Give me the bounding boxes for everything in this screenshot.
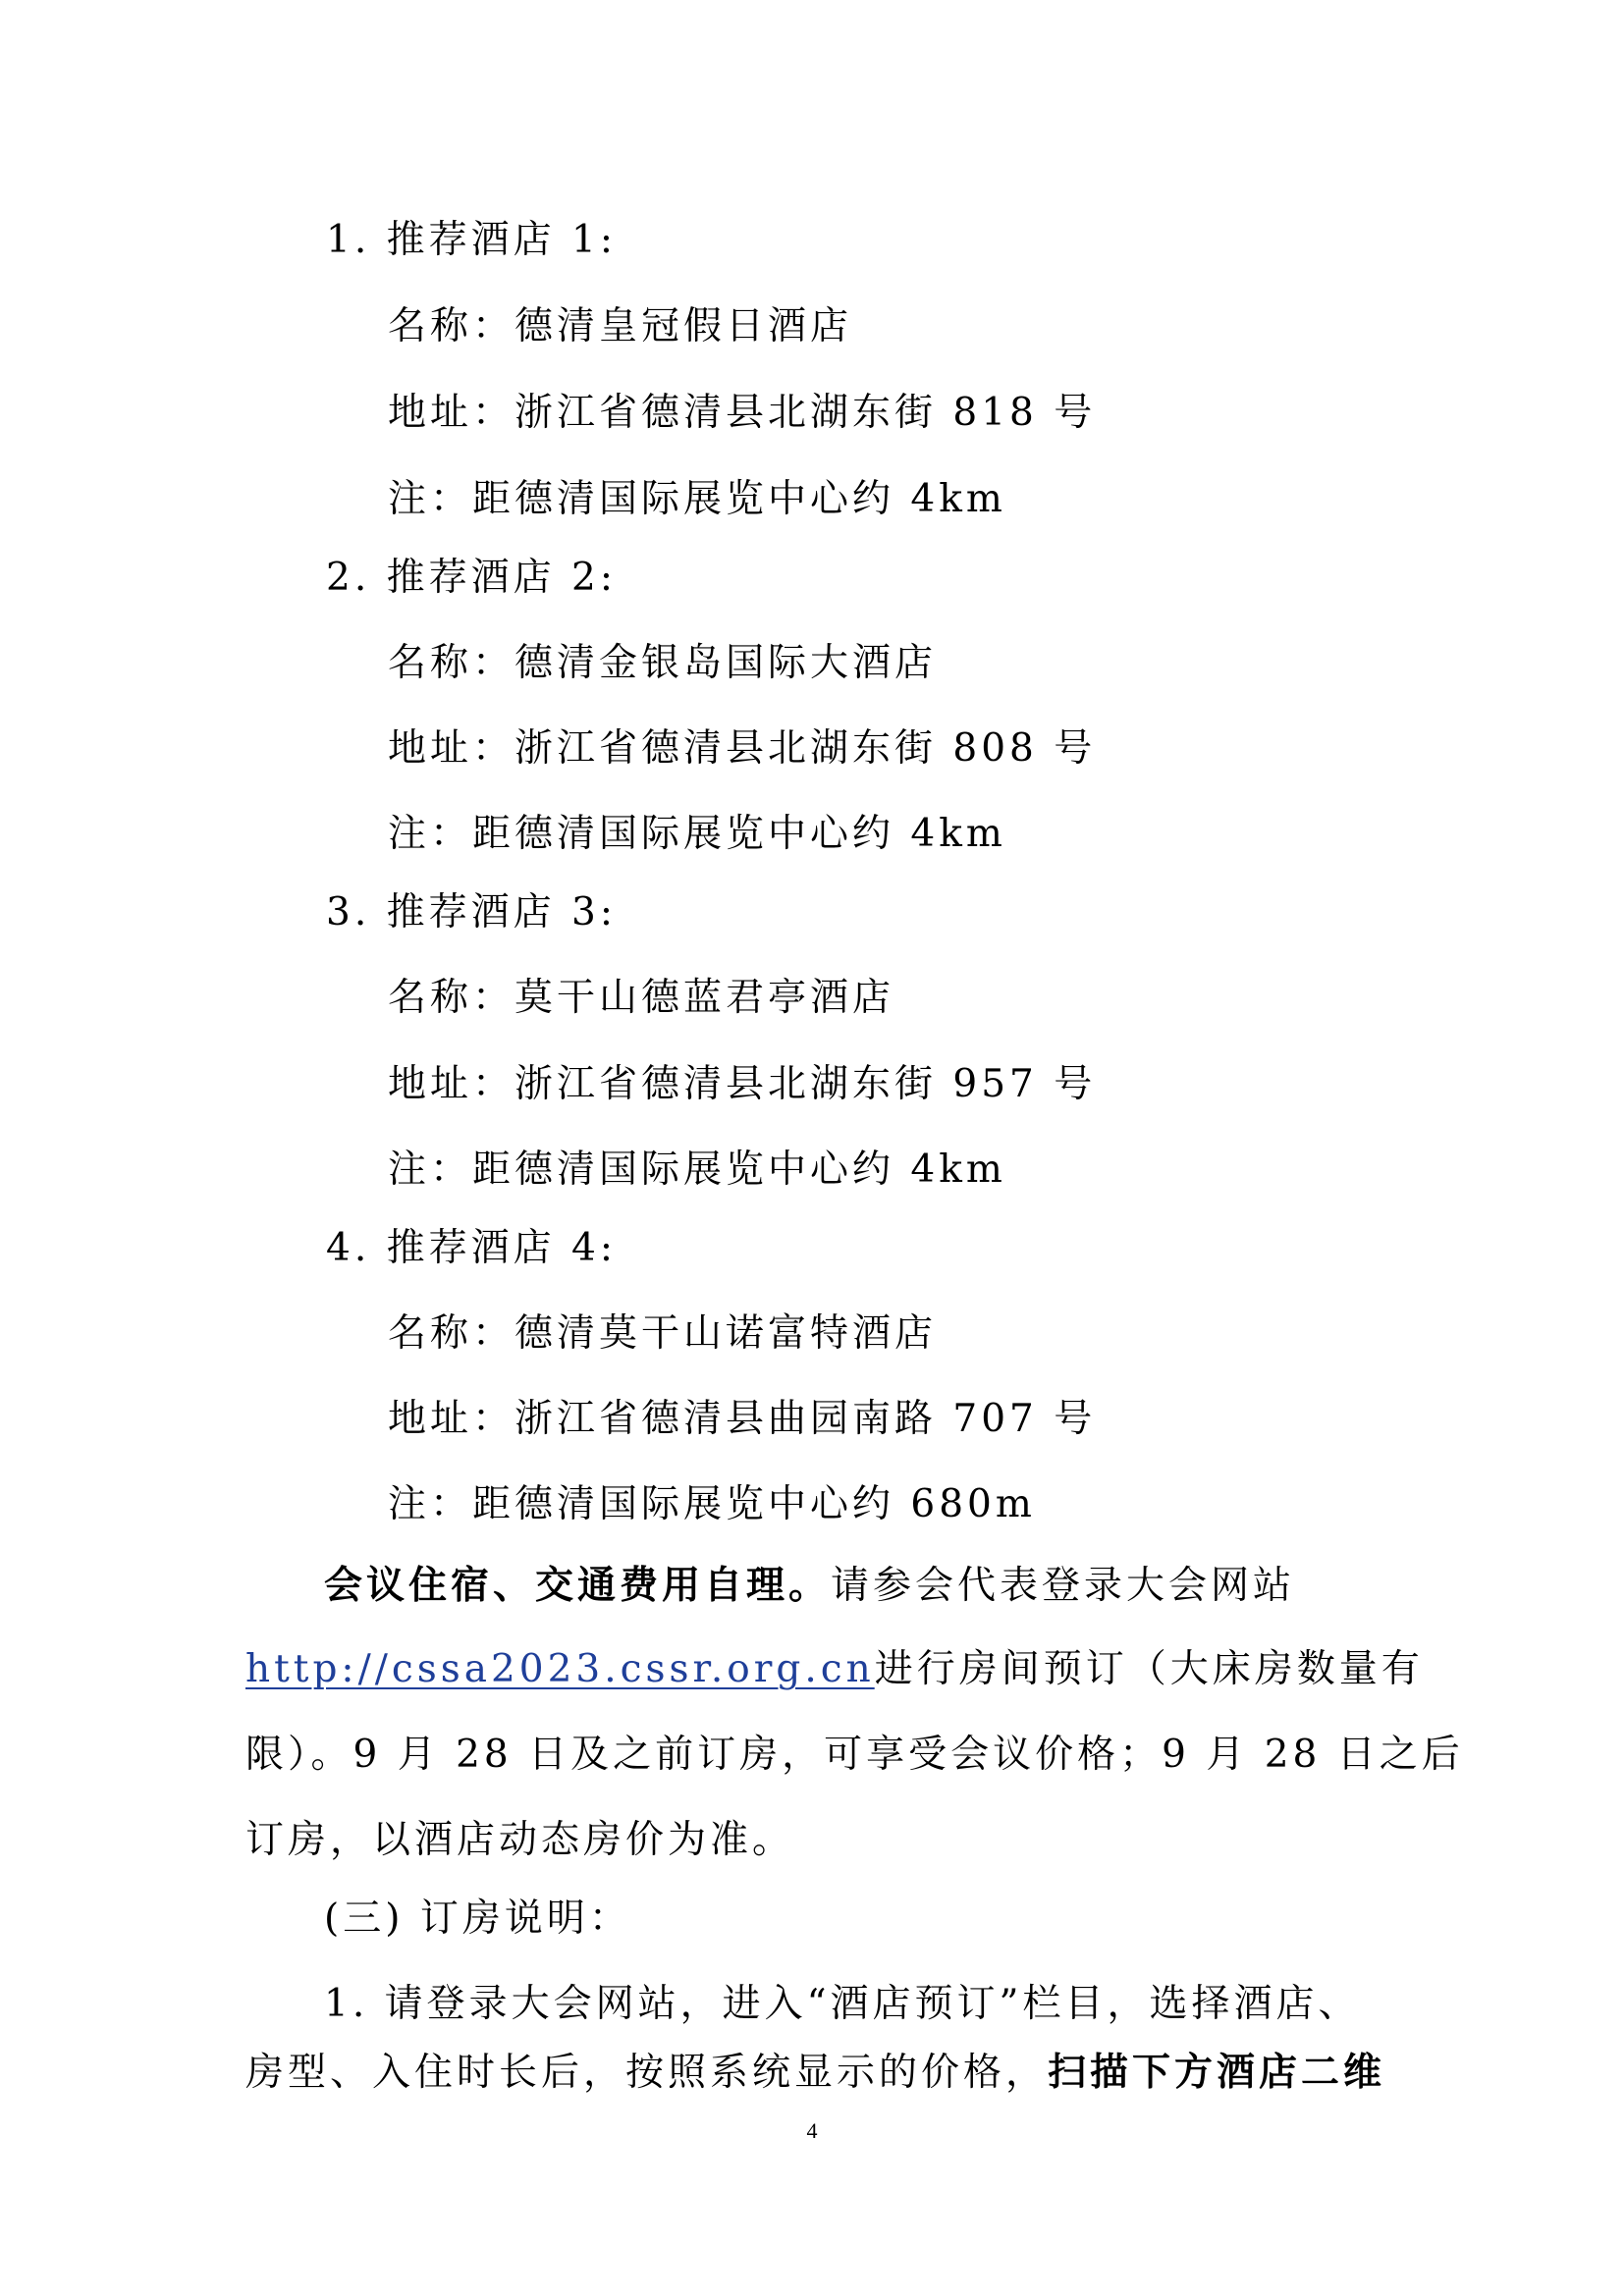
accommodation-line-1 [324, 1561, 1295, 1611]
hotel-3-note: 注：距德清国际展览中心约 4km [388, 1148, 1006, 1192]
hotel-2-address: 地址：浙江省德清县北湖东街 808 号 [388, 726, 1097, 771]
hotel-4-name: 名称：德清莫干山诺富特酒店 [388, 1311, 938, 1356]
hotel-2-name: 名称：德清金银岛国际大酒店 [388, 641, 938, 685]
hotel-3-heading: 3. 推荐酒店 3: [326, 890, 617, 934]
hotel-4-note: 注：距德清国际展览中心约 680m [388, 1482, 1036, 1526]
conference-website-link[interactable]: http://cssa2023.cssr.org.cn [245, 1647, 875, 1691]
accommodation-bold-lead: 会议住宿、交通费用自理。 [324, 1563, 832, 1608]
hotel-3-name: 名称：莫干山德蓝君亭酒店 [388, 976, 895, 1020]
page-number: 4 [806, 2118, 818, 2143]
hotel-2-heading: 2. 推荐酒店 2: [326, 556, 617, 600]
booking-step-1-line-2 [245, 2048, 1385, 2098]
hotel-1-note: 注：距德清国际展览中心约 4km [388, 477, 1006, 521]
booking-step-1-line-2-bold: 扫描下方酒店二维 [1048, 2050, 1386, 2095]
accommodation-line-2 [245, 1645, 1424, 1694]
accommodation-line-2-rest: 进行房间预订（大床房数量有 [874, 1647, 1424, 1691]
accommodation-line-3: 限）。9 月 28 日及之前订房，可享受会议价格；9 月 28 日之后 [245, 1733, 1464, 1777]
accommodation-line-4: 订房，以酒店动态房价为准。 [245, 1818, 795, 1862]
accommodation-line-1-rest: 请参会代表登录大会网站 [831, 1564, 1296, 1608]
booking-step-1-line-2-normal: 房型、入住时长后，按照系统显示的价格， [245, 2051, 1049, 2095]
hotel-4-address: 地址：浙江省德清县曲园南路 707 号 [388, 1397, 1097, 1441]
hotel-1-address: 地址：浙江省德清县北湖东街 818 号 [388, 391, 1097, 435]
hotel-1-name: 名称：德清皇冠假日酒店 [388, 304, 853, 348]
booking-step-1-line-1: 1. 请登录大会网站，进入“酒店预订”栏目，选择酒店、 [324, 1982, 1361, 2026]
hotel-1-heading: 1. 推荐酒店 1: [326, 218, 617, 262]
hotel-3-address: 地址：浙江省德清县北湖东街 957 号 [388, 1062, 1097, 1106]
hotel-2-note: 注：距德清国际展览中心约 4km [388, 812, 1006, 856]
hotel-4-heading: 4. 推荐酒店 4: [326, 1226, 617, 1270]
booking-section-title: (三) 订房说明： [324, 1896, 631, 1941]
